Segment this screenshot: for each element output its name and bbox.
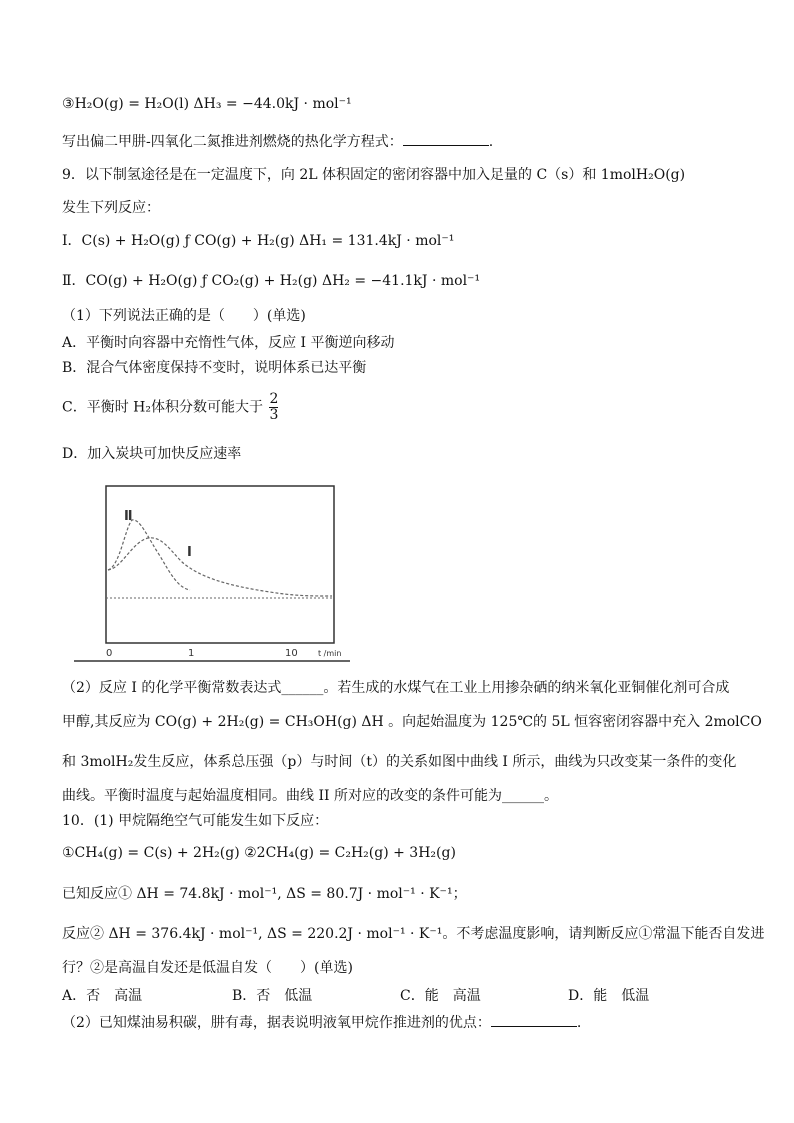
q10-reaction-2-line-2: 行？②是高温自发还是低温自发（ ）(单选): [62, 960, 353, 976]
tick-label-1: 1: [188, 648, 195, 659]
q10-title: 10．(1) 甲烷隔绝空气可能发生如下反应：: [62, 813, 329, 829]
q10-option-d: D．能 低温: [568, 988, 650, 1004]
tick-label-0: 0: [106, 648, 113, 659]
q9-option-c: [62, 392, 278, 423]
q9-intro-2: 发生下列反应：: [62, 200, 160, 216]
q10-known: 已知反应① ΔH = 74.8kJ · mol⁻¹, ΔS = 80.7J · mol⁻¹ · K⁻¹；: [62, 886, 467, 902]
q9-part-2-line-3: 和 3molH₂发生反应，体系总压强（p）与时间（t）的关系如图中曲线 I 所示，曲线为只改变某一条件的变化: [62, 754, 737, 770]
q9-part-2-line-4: 曲线。平衡时温度与起始温度相同。曲线 II 所对应的改变的条件可能为______。: [62, 788, 558, 804]
curve-II: [108, 520, 190, 590]
q10-part-2: [62, 1012, 581, 1033]
fraction: [269, 392, 278, 423]
q10-part-2-text: （2）已知煤油易积碳，肼有毒，据表说明液氧甲烷作推进剂的优点：: [62, 1015, 491, 1031]
q8-prompt: [62, 131, 493, 152]
q8-period: .: [488, 134, 494, 150]
pressure-time-graph: [70, 478, 350, 668]
graph-frame: [106, 486, 334, 643]
equation-3: [62, 94, 352, 114]
curve-I-label: I: [187, 545, 192, 560]
answer-blank[interactable]: [403, 131, 489, 146]
tick-label-10: 10: [285, 648, 298, 659]
q10-part-2-period: .: [576, 1015, 582, 1031]
q10-reactions: ①CH₄(g) = C(s) + 2H₂(g) ②2CH₄(g) = C₂H₂(g) + 3H₂(g): [62, 845, 456, 861]
q9-option-a: A．平衡时向容器中充惰性气体，反应 I 平衡逆向移动: [62, 335, 395, 351]
q10-option-b: B．否 低温: [232, 988, 313, 1004]
q9-reaction-1: Ⅰ．C(s) + H₂O(g) ƒ CO(g) + H₂(g) ΔH₁ = 131.4kJ · mol⁻¹: [62, 233, 455, 249]
q10-option-a: A．否 高温: [62, 988, 143, 1004]
q10-option-c: C．能 高温: [400, 988, 481, 1004]
fraction-numerator: 2: [269, 391, 279, 407]
q9-part-2-line-2: 甲醇,其反应为 CO(g) + 2H₂(g) = CH₃OH(g) ΔH 。向起始温度为 125℃的 5L 恒容密闭容器中充入 2molCO: [62, 714, 762, 730]
axis-label: t /min: [318, 649, 342, 658]
q9-intro-1: 9．以下制氢途径是在一定温度下，向 2L 体积固定的密闭容器中加入足量的 C（s）和 1molH₂O(g): [62, 167, 686, 183]
curve-II-label: Ⅱ: [124, 509, 133, 524]
equation-text: H₂O(g) = H₂O(l) ΔH₃ = −44.0kJ · mol⁻¹: [74, 96, 352, 112]
curve-I: [108, 538, 332, 596]
q9-reaction-2: Ⅱ．CO(g) + H₂O(g) ƒ CO₂(g) + H₂(g) ΔH₂ = −41.1kJ · mol⁻¹: [62, 273, 481, 289]
answer-blank[interactable]: [491, 1012, 577, 1027]
q8-text: 写出偏二甲肼-四氧化二氮推进剂燃烧的热化学方程式：: [62, 134, 403, 150]
equation-number: ③: [62, 96, 75, 112]
q9-option-b: B．混合气体密度保持不变时，说明体系已达平衡: [62, 360, 367, 376]
q9-part-1: （1）下列说法正确的是（ ）(单选): [62, 308, 306, 324]
q9-part-2-line-1: （2）反应 I 的化学平衡常数表达式______。若生成的水煤气在工业上用掺杂硒的纳米氧化亚铜催化剂可合成: [62, 680, 730, 696]
fraction-denominator: 3: [269, 407, 279, 423]
option-c-text: C．平衡时 H₂体积分数可能大于: [62, 399, 263, 416]
q9-option-d: D．加入炭块可加快反应速率: [62, 446, 242, 462]
q10-reaction-2-line-1: 反应② ΔH = 376.4kJ · mol⁻¹, ΔS = 220.2J · mol⁻¹ · K⁻¹。不考虑温度影响，请判断反应①常温下能否自发进: [62, 926, 765, 942]
